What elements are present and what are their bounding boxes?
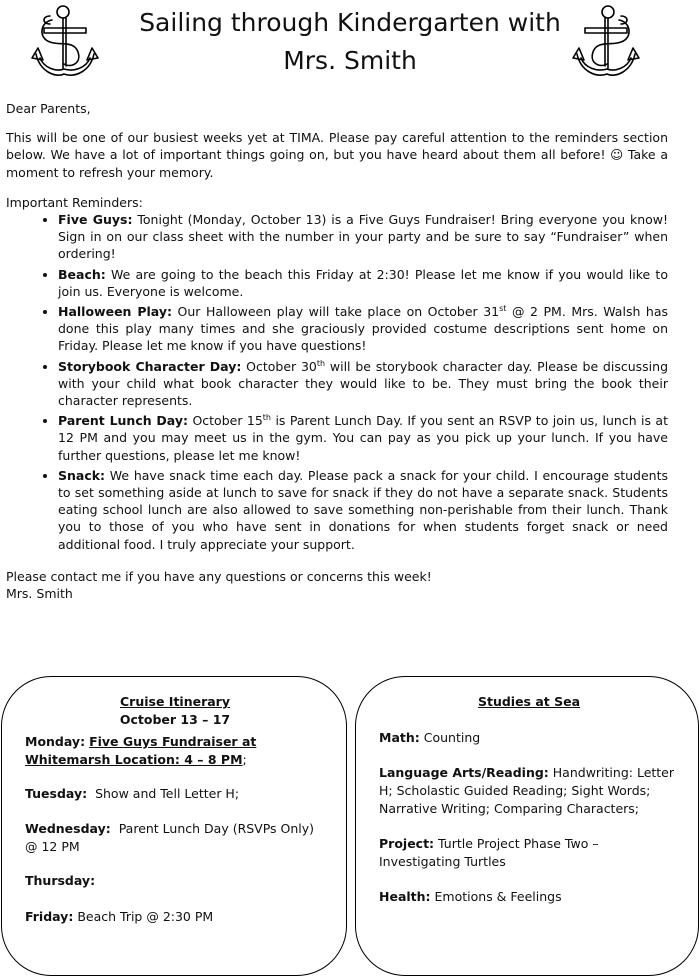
- reminder-label: Storybook Character Day:: [58, 358, 242, 374]
- reminder-text: We have snack time each day. Please pack a snack for your child. I encourage students to set something aside at lunch to save for snack if they do not have a separate snack. Students eating school lunch are also allowed to save something non-perishable from their lunch. Thank you to those of you who have sent in donations for when students forget snack or need additional food. I truly appreciate your support.: [58, 467, 668, 552]
- subject-text: Handwriting: Letter H; Scholastic Guided Reading; Sight Words; Narrative Writing; Comparing Characters;: [379, 765, 675, 816]
- reminder-text: October 30: [246, 358, 317, 374]
- day-label: Friday:: [25, 909, 74, 924]
- itinerary-dates: October 13 – 17: [119, 712, 231, 727]
- letter-body: [6, 100, 668, 602]
- studies-health: [379, 888, 679, 906]
- signature: Mrs. Smith: [6, 586, 73, 602]
- reminder-label: Parent Lunch Day:: [58, 413, 189, 429]
- reminder-item: [58, 467, 668, 553]
- itinerary-friday: [25, 908, 325, 926]
- ordinal-suffix: th: [262, 413, 272, 423]
- subject-label: Language Arts/Reading:: [379, 765, 549, 780]
- studies-language-arts: [379, 764, 679, 818]
- day-label: Wednesday:: [25, 821, 111, 836]
- reminder-text: @ 2 PM. Mrs. Walsh has done this play many times and she graciously provided costume descriptions sent home on Friday. Please let me know if you have questions!: [58, 304, 669, 354]
- day-label: Thursday:: [25, 873, 96, 888]
- reminder-item: [58, 211, 668, 263]
- page-title: [110, 4, 590, 80]
- title-line-1: Sailing through Kindergarten with: [139, 8, 561, 37]
- studies-math: [379, 729, 679, 747]
- itinerary-title: Cruise Itinerary: [120, 694, 230, 709]
- reminders-list: [6, 211, 668, 553]
- subject-text: Turtle Project Phase Two – Investigating Turtles: [379, 836, 599, 869]
- reminder-text: Tonight (Monday, October 13) is a Five Guys Fundraiser! Bring everyone you know! Sign in on our class sheet with the number in your party and be sure to say “Fundraiser” when ordering!: [58, 212, 668, 262]
- day-text: Five Guys Fundraiser at Whitemarsh Location: 4 – 8 PM: [25, 734, 257, 767]
- reminder-item: [58, 303, 668, 355]
- title-line-2: Mrs. Smith: [283, 46, 417, 75]
- reminder-text: October 15: [192, 413, 263, 429]
- subject-label: Math:: [379, 730, 420, 745]
- anchor-icon: [571, 2, 641, 84]
- day-text: Show and Tell Letter H;: [95, 786, 240, 801]
- reminder-item: [58, 412, 668, 464]
- day-text: Parent Lunch Day (RSVPs Only) @ 12 PM: [25, 821, 315, 854]
- closing-text: Please contact me if you have any questions or concerns this week!: [6, 568, 432, 584]
- studies-title: Studies at Sea: [477, 694, 581, 709]
- day-text: Beach Trip @ 2:30 PM: [77, 909, 214, 924]
- reminder-text: will be storybook character day. Please be discussing with your child what book character they would like to be. They must bring the book their character represents.: [58, 358, 669, 409]
- reminder-text: is Parent Lunch Day. If you sent an RSVP to join us, lunch is at 12 PM and you may meet us in the gym. You can pay as you pick up your lunch. If you have further questions, please let me know!: [58, 413, 668, 463]
- day-label: Monday:: [25, 734, 86, 749]
- reminder-item: [58, 358, 668, 410]
- reminder-text: We are going to the beach this Friday at 2:30! Please let me know if you would like to join us. Everyone is welcome.: [58, 266, 668, 299]
- subject-text: Emotions & Feelings: [434, 889, 562, 904]
- reminder-label: Halloween Play:: [58, 304, 173, 320]
- studies-project: [379, 835, 679, 871]
- reminder-label: Beach:: [58, 266, 106, 282]
- reminders-heading: Important Reminders:: [6, 194, 143, 210]
- day-label: Tuesday:: [25, 786, 88, 801]
- itinerary-box: [1, 676, 347, 976]
- itinerary-tuesday: [25, 785, 325, 803]
- reminder-label: Five Guys:: [58, 212, 133, 228]
- greeting: Dear Parents,: [6, 101, 91, 116]
- itinerary-thursday: [25, 872, 325, 890]
- subject-label: Health:: [379, 889, 431, 904]
- reminder-label: Snack:: [58, 467, 106, 483]
- anchor-icon: [30, 2, 100, 84]
- itinerary-monday: Monday: Five Guys Fundraiser at Whitemarsh Location: 4 – 8 PM;: [25, 734, 257, 767]
- closing: [6, 568, 668, 602]
- subject-label: Project:: [379, 836, 435, 851]
- ordinal-suffix: st: [499, 303, 507, 313]
- studies-box: [355, 676, 699, 976]
- ordinal-suffix: th: [316, 358, 326, 368]
- subject-text: Counting: [423, 730, 481, 745]
- reminder-text: Our Halloween play will take place on October 31: [177, 304, 500, 320]
- reminder-item: [58, 266, 668, 300]
- itinerary-wednesday: [25, 820, 325, 856]
- intro-paragraph: This will be one of our busiest weeks yet at TIMA. Please pay careful attention to the reminders section below. We have a lot of important things going on, but you have heard about them all before! ☺ Take a moment to refresh your memory.: [6, 130, 668, 180]
